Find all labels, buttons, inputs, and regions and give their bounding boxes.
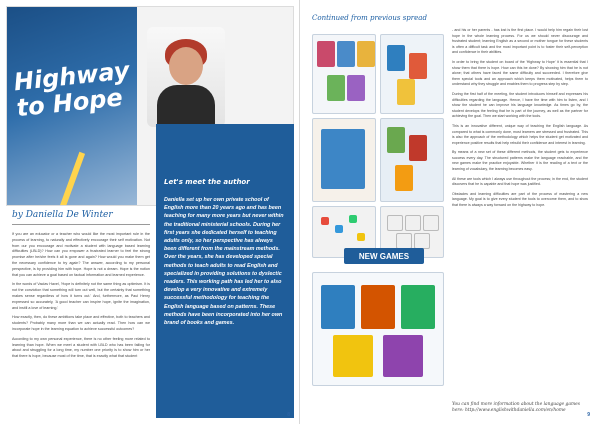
game-box <box>383 335 423 377</box>
author-face <box>169 47 203 85</box>
book-covers-photo <box>312 34 376 114</box>
book-cover <box>317 41 335 67</box>
book-cover <box>327 75 345 101</box>
book-cover <box>387 45 405 71</box>
game-boxes-photo <box>312 272 444 386</box>
games-info-footer: You can find more information about the language games here: http://www.englishwithdaniella.com/en/home <box>452 402 580 413</box>
game-box <box>401 285 435 329</box>
sidebar-intro: Daniella set up her own private school of English more than 20 years ago and has been teaching for many more years but never within the traditional ministerial schools. During her first years she dedicated herself to teaching adults only, so her perspective has always been different from the mainstream methods. Over the years, she has developed special methods to teach adults to read English and specialized in providing solutions to dyslectic readers. This working path has led her to also develop a very innovative and extremely successful methodology for teaching the English language based on patterns. These methods have been incorporated into her own brand of books and games. <box>164 197 284 327</box>
game-box <box>321 285 355 329</box>
page-number-right: 9 <box>587 412 590 418</box>
right-paragraph: By means of a new set of these different methods, the student gets to experience success every day. The structured patterns make the language reachable, and the new games make the practice enjoyable. Whether it is the reading of a text or the learning of vocabulary, the learning becomes easy. <box>452 150 588 172</box>
divider-rule <box>12 224 150 225</box>
card-deck <box>409 135 427 161</box>
author-sidebar <box>156 124 294 418</box>
book-cover <box>409 53 427 79</box>
sticker <box>423 215 439 231</box>
left-paragraph: How exactly, then, do these ambitions take place and effective, both to teachers and students? Probably many more than we can actually read. Then how can we incorporate hope in the learning equation to achieve successful outcomes? <box>12 315 150 331</box>
sticker <box>387 215 403 231</box>
card-deck <box>387 127 405 153</box>
book-cover <box>337 41 355 67</box>
road-graphic <box>7 7 137 206</box>
left-paragraph: According to my own personal experience, there is no other feeling more related to learning than hope. When we meet a student with LBLD who has been failing for about and struggling for a long time, my number one priority is to show him or her that there is hope, because most of the time, that is exactly what that student <box>12 336 150 359</box>
game-cards-photo <box>380 118 444 202</box>
sidebar-heading: Let's meet the author <box>164 178 250 186</box>
card-deck <box>395 165 413 191</box>
product-gallery <box>312 26 442 386</box>
game-box <box>361 285 395 329</box>
byline: by Daniella De Winter <box>12 210 113 220</box>
dice <box>357 233 365 241</box>
new-games-label: NEW GAMES <box>344 248 424 264</box>
author-body <box>157 85 215 127</box>
right-paragraph: In order to bring the student on board of the 'Highway to Hope' it is essential that I show them that there is hope. How can this be done? By showing him that he is not alone; that others have faced the same difficulty and succeeded. I therefore give them special tools and an approach which keeps them motivated, helps them to understand why they struggle and enables them to progress step by step. <box>452 59 588 87</box>
book-cover <box>357 41 375 67</box>
cover-title: Highway to Hope <box>12 56 131 123</box>
book-cover <box>347 75 365 101</box>
game-box <box>333 335 373 377</box>
right-page <box>300 0 600 424</box>
right-paragraph: - and his or her parents - has lost is the first place. I would help him regain their lost hope in the whole learning process. For us we should never discourage and frustrated student; learning English as a second or mother tongue for these students is often a difficult task and the most important point is to foster their self-perception and confidence in their abilities. <box>452 28 588 55</box>
left-article-body <box>12 232 150 364</box>
continued-heading: Continued from previous spread <box>312 14 427 22</box>
author-photo <box>147 27 225 127</box>
sticker <box>405 215 421 231</box>
book-stack-photo <box>380 34 444 114</box>
sticker <box>414 233 430 249</box>
book-cover <box>397 79 415 105</box>
left-paragraph: If you are an educator or a teacher who would like the most important rule in the process of learning, to naturally and effectively encourage their self motivation. Not from our you encourage and motivate a student with language based learning difficulties (LBLD)? How can you empower a frustrated learner to feel the strong promise after he/she feels it all is gone and again? How would you make them get the necessary confidence to try again? The answer, according to my personal perspective, is by providing him with hope. Hope is not a dream. Hope is the notion that you can achieve a goal based on factual information and learned experience. <box>12 232 150 277</box>
dice <box>335 225 343 233</box>
dice <box>321 217 329 225</box>
left-paragraph: In the words of Vaclav Havel, 'Hope is definitely not the same thing as optimism. It is not the conviction that something will turn out well, but the certainty that something makes sense regardless of how it turns out.' And, furthermore, as Paul Henry expressed so accurately, 'A good teacher can inspire hope, ignite the imagination, and instill a love of learning.' <box>12 282 150 310</box>
dice <box>349 215 357 223</box>
road-stripe <box>59 152 85 206</box>
book-cover <box>321 129 365 189</box>
right-paragraph: Obstacles and learning difficulties are part of the process of mastering a new language. My goal is to give every student the tools to overcome them, and to show that there is always a way forward on the highway to hope. <box>452 191 588 208</box>
right-paragraph: This is an innovative different, unique way of teaching the English language. As compared to what is commonly done, most learners are stressed and frustrated. This is also the approach of the methodology which helps the student get motivated and experience positive results that help rebuild their confidence and interest in learning. <box>452 123 588 145</box>
page-number-left: 8 <box>287 412 290 418</box>
right-paragraph: During the first half of the meeting, the student introduces himself and expresses his difficulties regarding the language. Hence, I have the time with him to listen, and I show the student he can improve his language knowledge. As times go by, the student develops the feeling that he is part of the journey, as well as the partner for achieving the goal. Then we start working with the tools. <box>452 91 588 119</box>
textbook-photo <box>312 118 376 202</box>
right-article-body <box>452 28 588 213</box>
right-paragraph: All these are tools which I always use throughout the process; in the end, the student discovers that he is capable and that hope was justified. <box>452 176 588 187</box>
sticker <box>396 233 412 249</box>
